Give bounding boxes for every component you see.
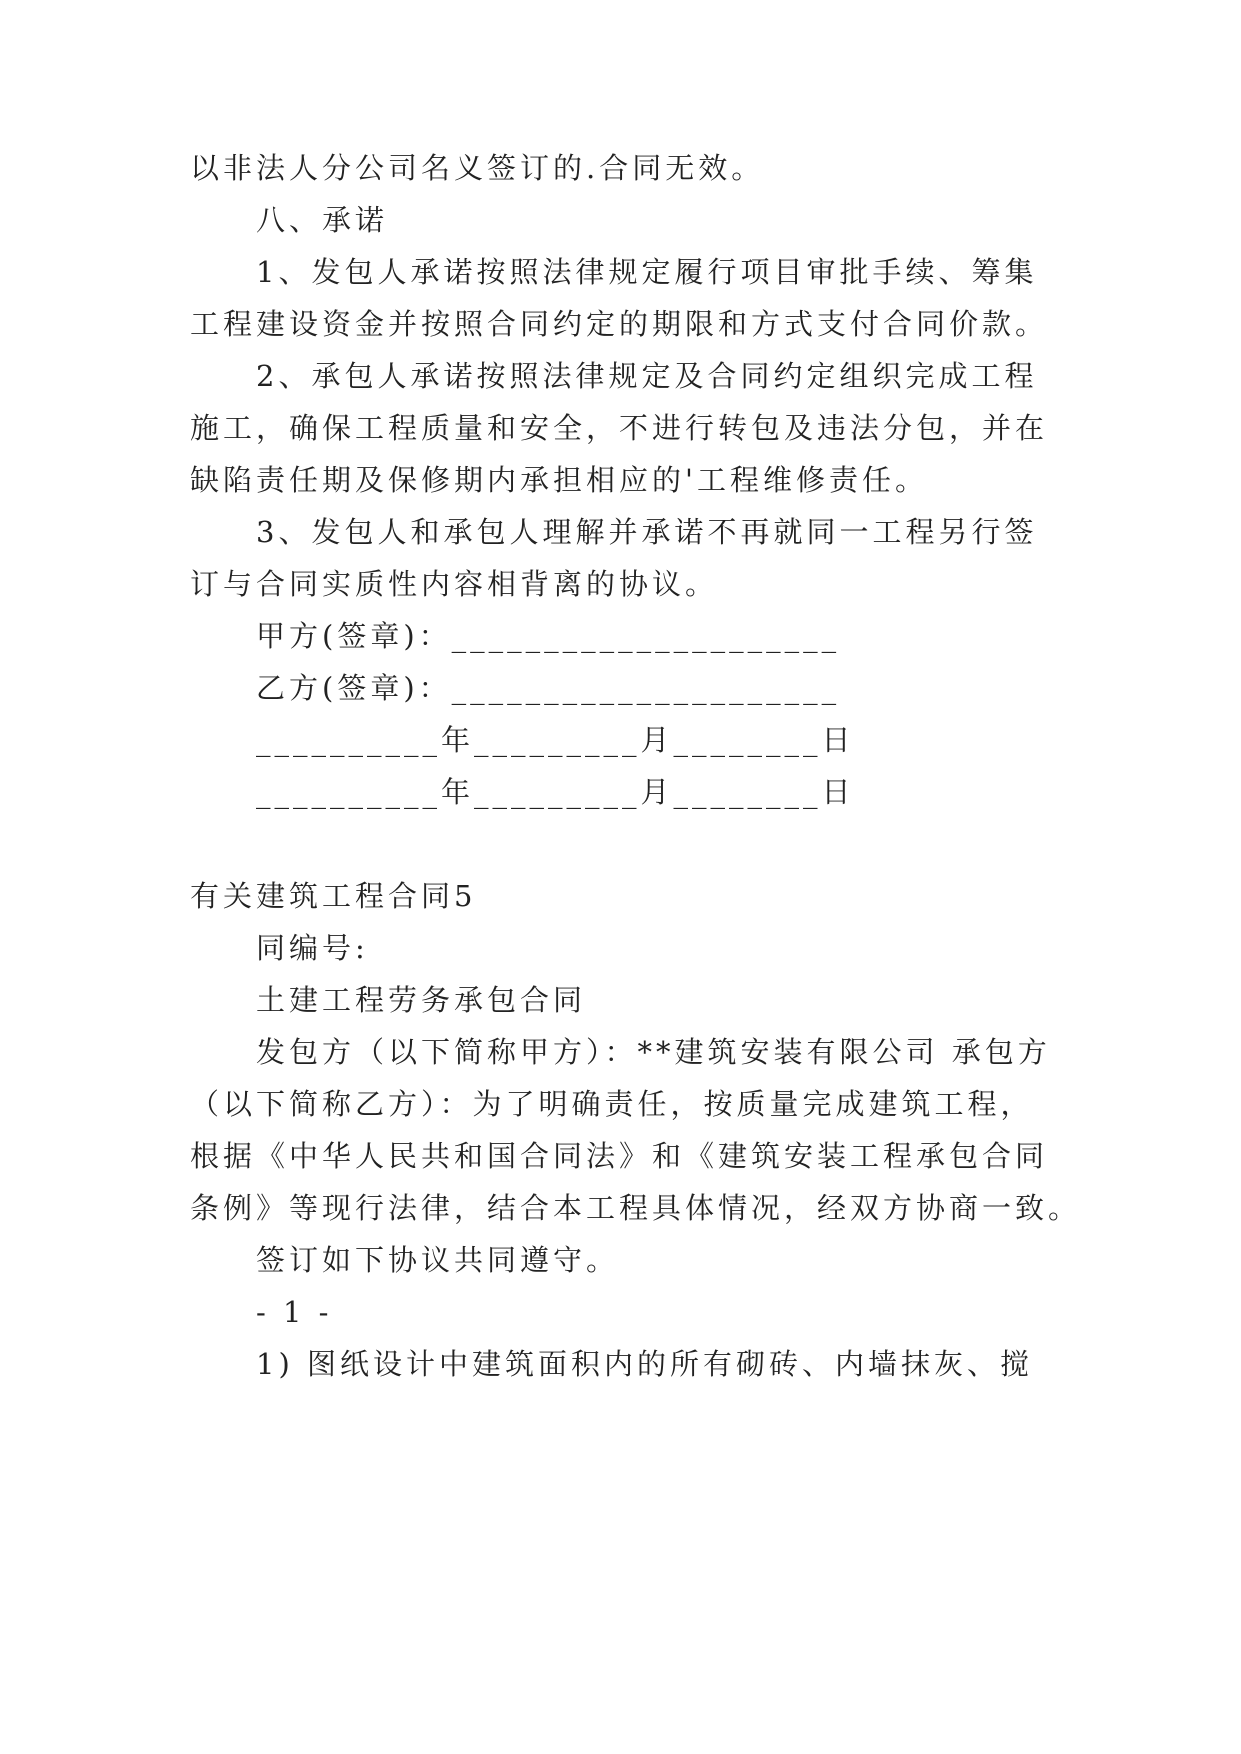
paragraph-line: 以非法人分公司名义签订的.合同无效。: [190, 151, 765, 185]
signature-date: __________年_________月________日: [256, 723, 855, 757]
paragraph-line: 缺陷责任期及保修期内承担相应的'工程维修责任。: [190, 463, 928, 497]
paragraph-line: 2、承包人承诺按照法律规定及合同约定组织完成工程: [256, 359, 1038, 393]
document-title: 有关建筑工程合同5: [190, 879, 477, 913]
paragraph-line: 1) 图纸设计中建筑面积内的所有砌砖、内墙抹灰、搅: [256, 1347, 1033, 1381]
page-number: - 1 -: [256, 1295, 333, 1329]
paragraph-line: 条例》等现行法律，结合本工程具体情况，经双方协商一致。: [190, 1191, 1082, 1225]
paragraph-line: 签订如下协议共同遵守。: [256, 1243, 620, 1277]
paragraph-line: 订与合同实质性内容相背离的协议。: [190, 567, 719, 601]
paragraph-line: 1、发包人承诺按照法律规定履行项目审批手续、筹集: [256, 255, 1038, 289]
signature-date: __________年_________月________日: [256, 775, 855, 809]
section-heading: 八、承诺: [256, 203, 389, 237]
paragraph-line: （以下简称乙方）：为了明确责任，按质量完成建筑工程，: [190, 1087, 1034, 1121]
contract-name: 土建工程劳务承包合同: [256, 983, 587, 1017]
paragraph-line: 3、发包人和承包人理解并承诺不再就同一工程另行签: [256, 515, 1038, 549]
paragraph-line: 工程建设资金并按照合同约定的期限和方式支付合同价款。: [190, 307, 1049, 341]
signature-party-a: 甲方(签章)：_____________________: [256, 619, 841, 653]
paragraph-line: 施工，确保工程质量和安全，不进行转包及违法分包，并在: [190, 411, 1049, 445]
paragraph-line: 发包方（以下简称甲方）：**建筑安装有限公司 承包方: [256, 1035, 1051, 1069]
signature-party-b: 乙方(签章)：_____________________: [256, 671, 841, 705]
contract-number-label: 同编号:: [256, 931, 369, 965]
paragraph-line: 根据《中华人民共和国合同法》和《建筑安装工程承包合同: [190, 1139, 1049, 1173]
